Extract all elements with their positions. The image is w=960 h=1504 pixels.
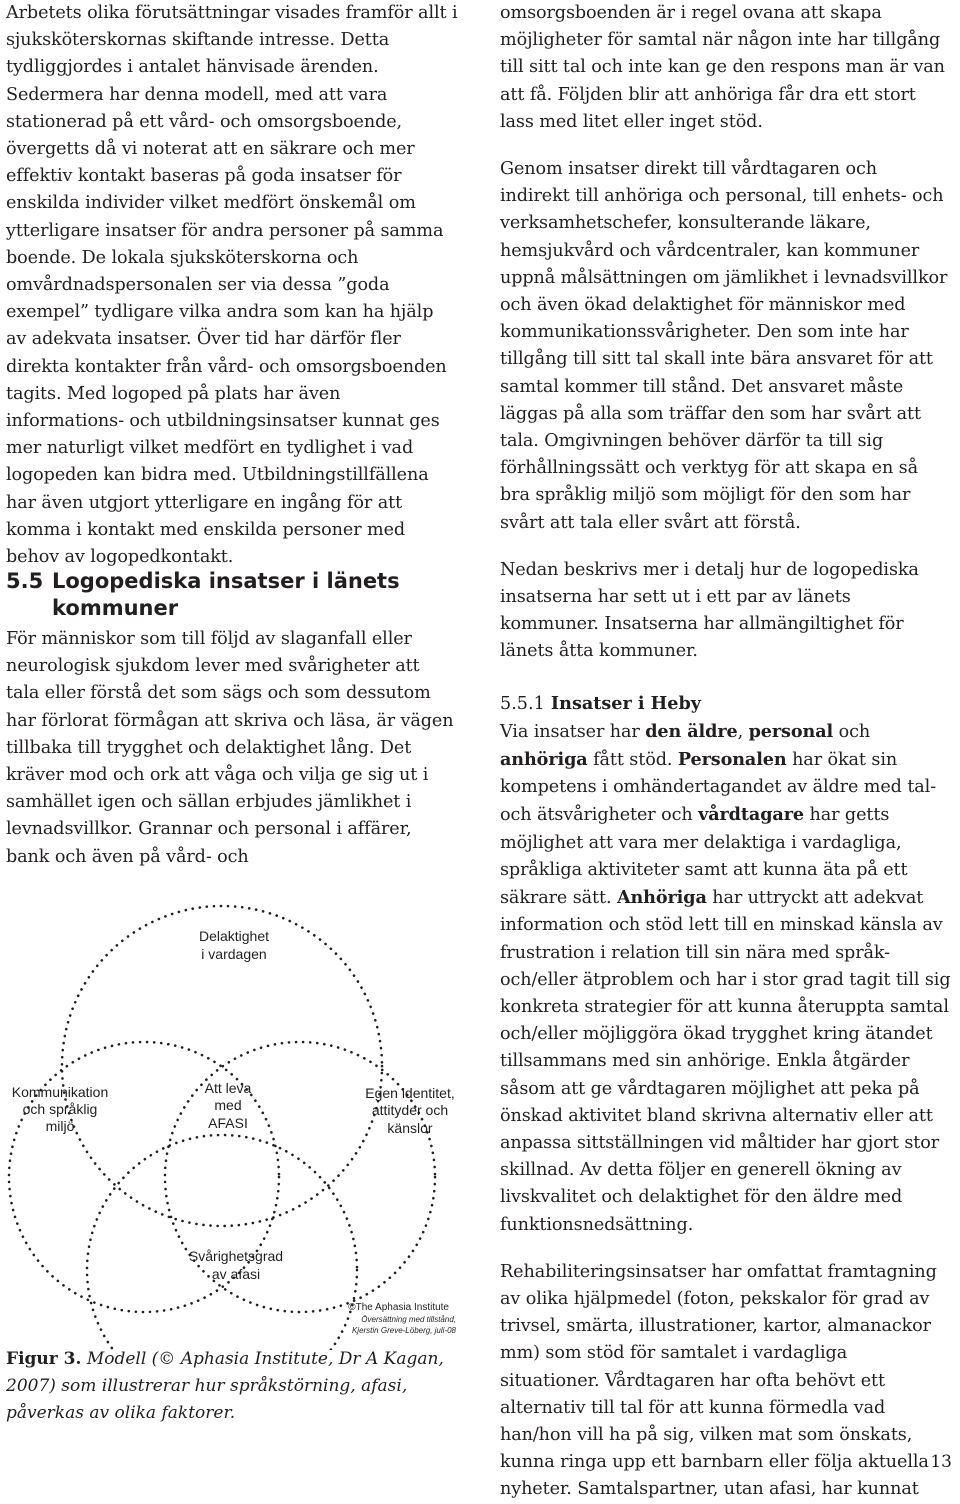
subsection-heading: [500, 690, 952, 718]
figure-caption: [6, 1346, 458, 1427]
venn-label-left-line3: miljö: [45, 1118, 75, 1134]
body-paragraph: Arbetets olika förutsättningar visades framför allt i sjuksköterskornas skiftande intresse. Detta tydliggjordes i antalet hänvisade ärenden. Sedermera har denna modell, med att vara stationerad på ett vård- och omsorgsboende, övergetts då vi noterat att en säkrare och mer effektiv kontakt baseras på goda insatser för enskilda individer vilket medfört önskemål om ytterligare insatser för andra personer på samma boende. De lokala sjuksköterskorna och omvårdnadspersonalen ser via dessa ”goda exempel” tydligare vilka andra som kan ha hjälp av adekvata insatser. Över tid har därför fler direkta kontakter från vård- och omsorgsboenden tagits. Med logoped på plats har även informations- och utbildningsinsatser kunnat ges mer naturligt vilket medfört en tydlighet i vad logopeden kan bidra med. Utbildningstillfällena har även utgjort ytterligare en ingång för att komma i kontakt med enskilda personer med behov av logopedkontakt.: [6, 3, 458, 568]
figure-credit-line3: Kjerstin Greve-Löberg, juli-08: [351, 1326, 456, 1335]
body-paragraph: Genom insatser direkt till vårdtagaren och indirekt till anhöriga och personal, till enhets- och verksamhetschefer, konsulterande läkare, hemsjukvård och vårdcentraler, kan kommuner uppnå målsättningen om jämlikhet i levnadsvillkor och även ökad delaktighet för människor med kommunikationssvårigheter. Den som inte har tillgång till sitt tal skall inte bära ansvaret för att samtal kommer till stånd. Det ansvaret måste läggas på alla som träffar den som har svårt att tala. Omgivningen behöver därför ta till sig förhållningssätt och verktyg för att skapa en så bra språklig miljö som möjligt för den som har svårt att tala eller svårt att förstå.: [500, 159, 948, 533]
figure-caption-text: Modell (© Aphasia Institute, Dr A Kagan, 2007) som illustrerar hur språkstörning, afasi, påverkas av olika faktorer.: [6, 1349, 444, 1423]
venn-label-bottom-line2: av afasi: [211, 1266, 261, 1282]
venn-diagram-figure: [0, 880, 480, 1350]
venn-label-right-line2: attityder och: [371, 1102, 449, 1118]
body-paragraph: Rehabiliteringsinsatser har omfattat framtagning av olika hjälpmedel (foton, pekskalor för grad av trivsel, smärta, illustrationer, kartor, almanackor mm) som stöd för samtalet i vardagliga situationer. Vårdtagaren har ofta behövt ett alternativ till tal för att kunna förmedla vad han/hon vill ha på sig, vilken mat som önskats, kunna ringa upp ett barnbarn eller följa aktuella nyheter. Samtalspartner, utan afasi, har kunnat: [500, 1261, 937, 1500]
section-title-line1: Logopediska insatser i länets: [52, 569, 400, 593]
right-column: [500, 0, 952, 1504]
figure-caption-label: Figur 3.: [6, 1349, 82, 1369]
page-number: 13: [930, 1452, 952, 1472]
venn-label-left-line1: Kommunikation: [11, 1084, 109, 1100]
figure-credit-line2: Översättning med tillstånd,: [361, 1315, 456, 1324]
subsection-title: Insatser i Heby: [550, 692, 702, 714]
figure-credit-line1: ©The Aphasia Institute: [348, 1302, 449, 1313]
section-heading: [6, 568, 458, 622]
body-paragraph: Nedan beskrivs mer i detalj hur de logopediska insatserna har sett ut i ett par av länets kommuner. Insatserna har allmängiltighet för länets åtta kommuner.: [500, 559, 919, 662]
venn-label-top-line2: i vardagen: [201, 946, 267, 962]
venn-label-center-line3: AFASI: [208, 1115, 248, 1131]
venn-label-left-line2: och språklig: [22, 1101, 98, 1117]
venn-label-top-line1: Delaktighet: [198, 928, 270, 944]
venn-label-right-line3: känslor: [387, 1120, 433, 1136]
body-paragraph: Via insatser har den äldre, personal och anhöriga fått stöd. Personalen har ökat sin kompetens i omhändertagandet av äldre med tal- och ätsvårigheter och vårdtagare har getts möjlighet att vara mer delaktiga i vardagliga, språkliga aktiviteter samt att kunna äta på ett säkrare sätt. Anhöriga har uttryckt att adekvat information och stöd lett till en minskad känsla av frustration i relation till sin nära med språk- och/eller ätproblem och har i stor grad tagit till sig konkreta strategier för att kunna återuppta samtal och/eller möjliggöra ökad trygghet kring ätandet tillsammans med sin anhörige. Enkla åtgärder såsom att ge vårdtagaren möjlighet att peka på önskad aktivitet bland skrivna alternativ eller att anpassa sittställningen vid måltider har gjort stor skillnad. Av detta följer en generell ökning av livskvalitet och delaktighet för den äldre med funktionsnedsättning.: [500, 720, 951, 1235]
venn-circle-bottom: [87, 1135, 357, 1350]
venn-label-center-line2: med: [214, 1097, 242, 1113]
venn-label-right-line1: Egen identitet,: [365, 1085, 455, 1101]
left-column-lower: [6, 626, 458, 871]
section-number: 5.5: [6, 569, 44, 593]
venn-label-bottom-line1: Svårighetsgrad: [188, 1248, 284, 1264]
subsection-number: 5.5.1: [500, 693, 545, 714]
section-title-line2: kommuner: [52, 596, 179, 620]
body-paragraph: För människor som till följd av slaganfall eller neurologisk sjukdom lever med svårigheter att tala eller förstå det som sägs och som dessutom har förlorat förmågan att skriva och läsa, är vägen tillbaka till trygghet och delaktighet lång. Det kräver mod och ork att våga och vilja ge sig ut i samhället igen och sällan erbjudes jämlikhet i levnadsvillkor. Grannar och personal i affärer, bank och även på vård- och: [6, 629, 454, 867]
left-column: [6, 0, 458, 571]
venn-label-center-line1: Att leva: [204, 1080, 252, 1096]
body-paragraph: omsorgsboenden är i regel ovana att skapa möjligheter för samtal när någon inte har tillgång till sitt tal och inte kan ge den respons man är van att få. Följden blir att anhöriga får dra ett stort lass med litet eller inget stöd.: [500, 3, 945, 132]
